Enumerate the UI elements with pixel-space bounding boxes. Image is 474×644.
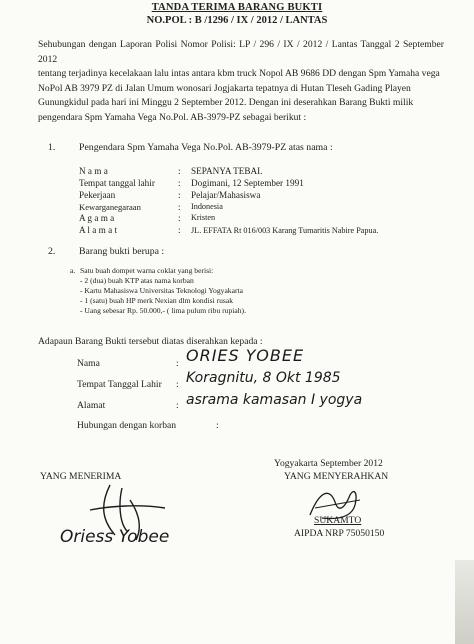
recipient-value-alamat: asrama kamasan I yogya xyxy=(186,392,363,408)
field-colon: : xyxy=(178,213,181,223)
recipient-colon: : xyxy=(176,379,179,390)
field-colon: : xyxy=(178,190,181,200)
recipient-label-hubungan: Hubungan dengan korban xyxy=(77,420,177,431)
field-value-alamat: JL. EFFATA Rt 016/003 Karang Tumaritis Nabire Papua. xyxy=(191,226,379,235)
field-label-agama: A g a m a xyxy=(79,213,115,223)
field-value-agama: Kristen xyxy=(191,213,216,222)
recipient-label-alamat: Alamat xyxy=(77,400,106,411)
field-label-pekerjaan: Pekerjaan xyxy=(79,190,116,200)
intro-line: pengendara Spm Yamaha Vega No.Pol. AB-3979-PZ sebagai berikut : xyxy=(38,111,307,123)
intro-line: tentang terjadinya kecelakaan lalu intas antara kbm truck Nopol AB 9686 DD dengan Spm Yamaha vega xyxy=(38,68,440,80)
intro-line: NoPol AB 3979 PZ di Jalan Umum wonosari Jogjakarta tepatnya di Hutan Tleseh Gading Playen xyxy=(38,82,411,94)
field-label-ttl: Tempat tanggal lahir xyxy=(79,178,155,188)
left-signature-title: YANG MENERIMA xyxy=(40,471,122,482)
field-colon: : xyxy=(178,166,181,176)
item-marker: a. xyxy=(70,266,76,275)
recipient-colon: : xyxy=(176,358,179,369)
field-value-ttl: Dogimani, 12 September 1991 xyxy=(191,178,304,188)
right-signer-name: SUKAMTO xyxy=(314,515,362,526)
field-colon: : xyxy=(178,178,181,188)
document-number: NO.POL : B /1296 / IX / 2012 / LANTAS xyxy=(146,15,328,26)
recipient-label-ttl: Tempat Tanggal Lahir xyxy=(77,379,162,390)
section-1-number: 1. xyxy=(48,142,56,153)
intro-line: Gunungkidul pada hari ini Minggu 2 September 2012. Dengan ini deserahkan Barang Bukti milik xyxy=(38,97,414,109)
item-heading: Satu buah dompet warna coklat yang berisi: xyxy=(80,266,214,275)
field-value-pekerjaan: Pelajar/Mahasiswa xyxy=(191,190,261,200)
right-signer-rank: AIPDA NRP 75050150 xyxy=(294,528,385,539)
field-value-kewarganegaraan: Indonesia xyxy=(191,202,223,211)
recipient-colon: : xyxy=(216,420,219,431)
section-2-heading: Barang bukti berupa : xyxy=(79,246,165,257)
item-content: - 1 (satu) buah HP merk Nexian dlm kondisi rusak xyxy=(80,296,234,305)
field-colon: : xyxy=(178,225,181,235)
field-label-alamat: A l a m a t xyxy=(79,225,118,235)
field-label-nama: N a m a xyxy=(79,166,108,176)
section-1-heading: Pengendara Spm Yamaha Vega No.Pol. AB-3979-PZ atas nama : xyxy=(79,142,333,153)
scan-edge xyxy=(455,560,474,644)
intro-line: Sehubungan dengan Laporan Polisi Nomor Polisi: LP / 296 / IX / 2012 / Lantas Tanggal 2 September 2012 xyxy=(38,39,444,65)
item-content: - 2 (dua) buah KTP atas nama korban xyxy=(80,276,194,285)
section-2-number: 2. xyxy=(48,246,56,257)
recipient-intro: Adapaun Barang Bukti tersebut diatas diserahkan kepada : xyxy=(38,336,263,347)
recipient-colon: : xyxy=(176,400,179,411)
place-date: Yogyakarta September 2012 xyxy=(274,458,383,469)
recipient-value-ttl: Koragnitu, 8 Okt 1985 xyxy=(186,370,341,386)
field-label-kewarganegaraan: Kewarganegaraan xyxy=(79,202,141,212)
recipient-label-nama: Nama xyxy=(77,358,100,369)
recipient-value-nama: ORIES YOBEE xyxy=(186,346,305,365)
right-signature-title: YANG MENYERAHKAN xyxy=(284,471,389,482)
document-title: TANDA TERIMA BARANG BUKTI xyxy=(151,2,323,13)
field-value-nama: SEPANYA TEBAI. xyxy=(191,166,263,176)
intro-paragraph xyxy=(38,38,444,126)
item-content: - Kartu Mahasiswa Universitas Teknologi Yogyakarta xyxy=(80,286,243,295)
item-content: - Uang sebesar Rp. 50.000,- ( lima pulum ribu rupiah). xyxy=(80,306,246,315)
left-signed-name: Oriess Yobee xyxy=(60,527,170,547)
field-colon: : xyxy=(178,202,181,212)
